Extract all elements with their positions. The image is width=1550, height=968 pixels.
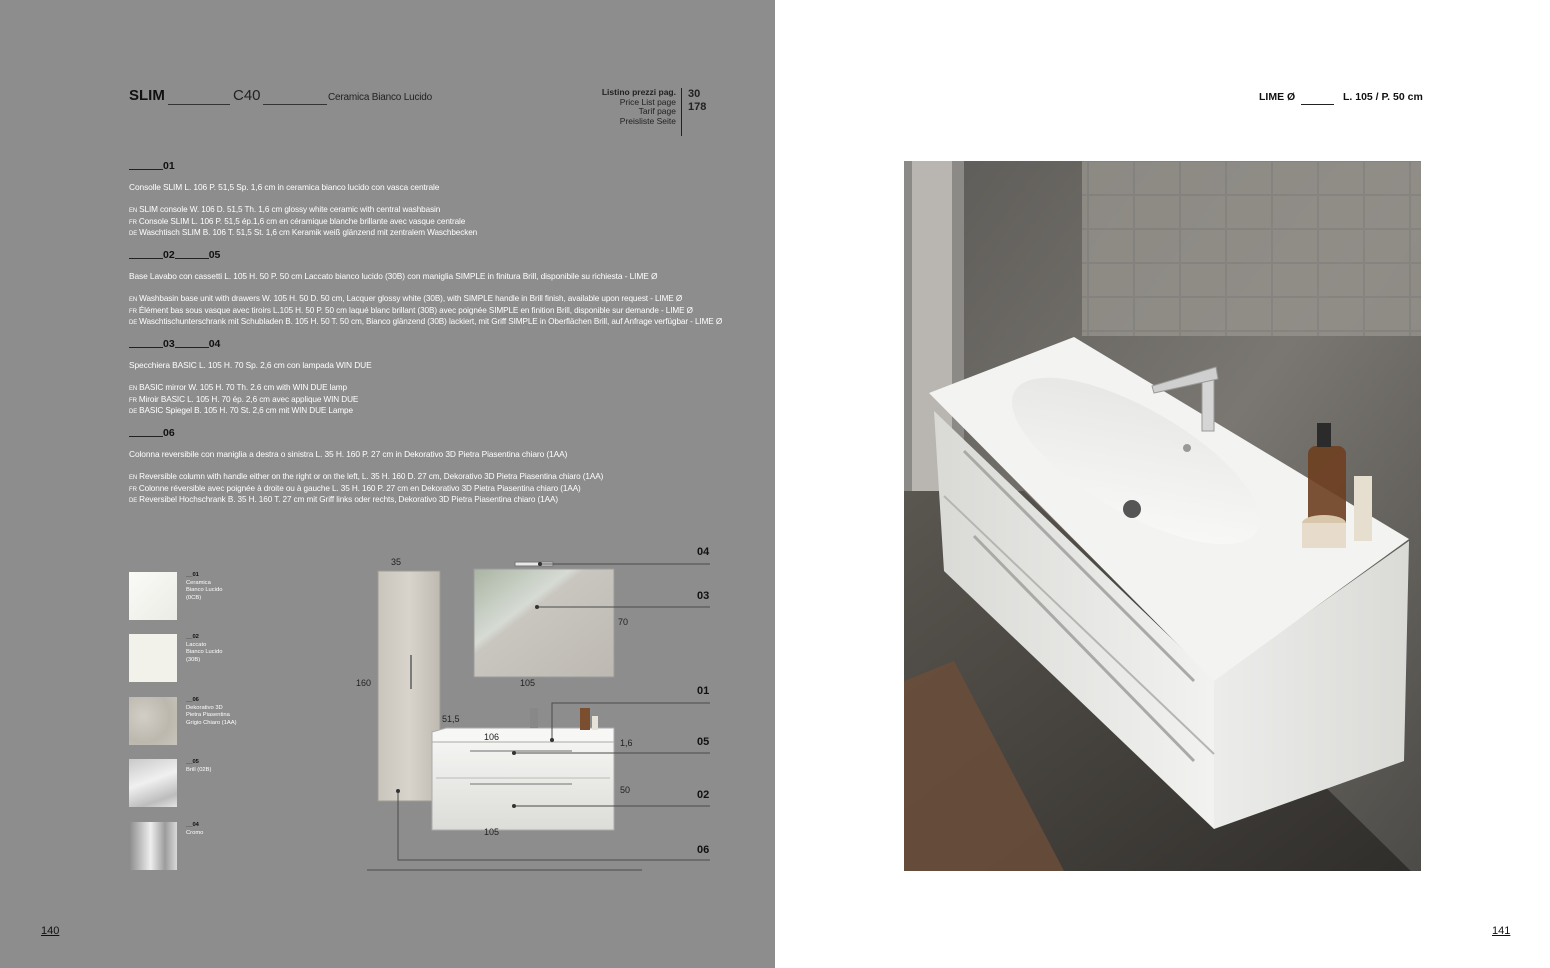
section-06-en: EN Reversible column with handle either on the right or on the left, L. 35 H. 160 D. 27 cm, Dekorativo 3D Pietra Piasentina chiaro (1AA)	[129, 472, 604, 481]
label-04: 04	[697, 546, 710, 558]
swatch-label-06: __06 Dekorativo 3D Pietra Piasentina Grigio Chiaro (1AA)	[186, 697, 237, 726]
section-number-01: 01	[129, 160, 175, 172]
section-02-fr: FR Élément bas sous vasque avec tiroirs L.105 H. 50 P. 50 cm laqué blanc brillant (30B) avec poignée SIMPLE en finition Brill, disponible sur demande - LIME Ø	[129, 305, 693, 315]
section-03-de: DE BASIC Spiegel B. 105 H. 70 St. 2,6 cm mit WIN DUE Lampe	[129, 406, 353, 415]
pricelist-page-b: 178	[688, 101, 707, 113]
dim-column-height: 160	[356, 678, 372, 688]
page-number-right: 141	[1492, 925, 1511, 937]
swatch-label-02: __02 Laccato Bianco Lucido (30B)	[186, 634, 223, 663]
mirror	[474, 569, 614, 677]
tube	[592, 716, 598, 730]
tube-photo	[1354, 476, 1372, 541]
basin-top	[432, 728, 614, 742]
section-06-de: DE Reversibel Hochschrank B. 35 H. 160 T. 27 cm mit Griff links oder rechts, Dekorativo 3D Pietra Piasentina chiaro (1AA)	[129, 495, 558, 504]
section-01-fr: FR Console SLIM L. 106 P. 51,5 ép.1,6 cm en céramique blanche brillante avec vasque centrale	[129, 216, 466, 226]
section-02-it: Base Lavabo con cassetti L. 105 H. 50 P. 50 cm Laccato bianco lucido (30B) con maniglia SIMPLE in finitura Brill, disponibile su richiesta - LIME Ø	[129, 271, 658, 281]
tiled-wall	[1082, 161, 1421, 336]
pricelist-de: Preisliste Seite	[619, 115, 676, 126]
section-06-it: Colonna reversibile con maniglia a destra o sinistra L. 35 H. 160 P. 27 cm in Dekorativo 3D Pietra Piasentina chiaro (1AA)	[129, 449, 568, 459]
base-unit	[432, 742, 614, 830]
section-03-en: EN BASIC mirror W. 105 H. 70 Th. 2.6 cm with WIN DUE lamp	[129, 383, 347, 392]
dim-top-depth: 51,5	[442, 714, 460, 724]
dim-base-height: 50	[620, 785, 631, 795]
section-01-en: EN SLIM console W. 106 D. 51,5 Th. 1,6 cm glossy white ceramic with central washbasin	[129, 205, 441, 214]
label-02: 02	[697, 789, 710, 801]
faucet	[530, 708, 538, 728]
dim-top-width: 106	[484, 732, 500, 742]
model-code: C40	[233, 87, 261, 104]
dim-base-width: 105	[484, 827, 500, 837]
section-02-en: EN Washbasin base unit with drawers W. 105 H. 50 D. 50 cm, Lacquer glossy white (30B), with SIMPLE handle in Brill finish, available upon request - LIME Ø	[129, 294, 683, 303]
pricelist-en: Price List page	[619, 96, 676, 107]
pricelist-fr: Tarif page	[638, 106, 676, 116]
section-03-it: Specchiera BASIC L. 105 H. 70 Sp. 2,6 cm con lampada WIN DUE	[129, 360, 372, 370]
section-01-de: DE Waschtisch SLIM B. 106 T. 51,5 St. 1,6 cm Keramik weiß glänzend mit zentralem Waschbecken	[129, 228, 478, 237]
bathroom-photo	[904, 161, 1421, 871]
finish-name: Ceramica Bianco Lucido	[328, 92, 432, 103]
section-06-fr: FR Colonne réversible avec poignée à droite ou à gauche L. 35 H. 160 P. 27 cm en Dekorativo 3D Pietra Piasentina chiaro (1AA)	[129, 483, 581, 493]
lime-model-name: LIME Ø	[1259, 91, 1296, 103]
section-number-02-05: 02 05	[129, 249, 220, 261]
section-01-it: Consolle SLIM L. 106 P. 51,5 Sp. 1,6 cm in ceramica bianco lucido con vasca centrale	[129, 182, 440, 192]
dim-mirror-height: 70	[618, 617, 629, 627]
dim-top-thickness: 1,6	[620, 738, 633, 748]
column-handle	[410, 655, 412, 689]
section-number-03-04: 03 04	[129, 338, 220, 350]
label-03: 03	[697, 590, 710, 602]
label-06: 06	[697, 844, 710, 856]
swatch-label-04: __04 Cromo	[186, 822, 204, 836]
page-number-left: 140	[41, 925, 60, 937]
swatch-label-01: __01 Ceramica Bianco Lucido (0CB)	[186, 572, 223, 601]
column-cabinet	[378, 571, 440, 801]
section-number-06: 06	[129, 427, 175, 439]
lime-rule	[1301, 104, 1334, 105]
section-03-fr: FR Miroir BASIC L. 105 H. 70 ép. 2,6 cm avec applique WIN DUE	[129, 394, 359, 404]
model-title: SLIM	[129, 87, 165, 104]
dim-mirror-width: 105	[520, 678, 536, 688]
label-01: 01	[697, 685, 710, 697]
pricelist-it: Listino prezzi pag.	[601, 87, 676, 97]
label-05: 05	[697, 736, 710, 748]
bottle	[580, 708, 590, 730]
pricelist-page-a: 30	[688, 88, 701, 100]
swatch-label-05: __05 Brill (02B)	[186, 759, 212, 773]
dim-column-width: 35	[391, 557, 402, 567]
lime-size: L. 105 / P. 50 cm	[1343, 91, 1423, 103]
section-02-de: DE Waschtischunterschrank mit Schubladen B. 105 H. 50 T. 50 cm, Bianco glänzend (30B) lackiert, mit Griff SIMPLE in Oberflächen Brill, auf Anfrage verfügbar - LIME Ø	[129, 317, 723, 326]
